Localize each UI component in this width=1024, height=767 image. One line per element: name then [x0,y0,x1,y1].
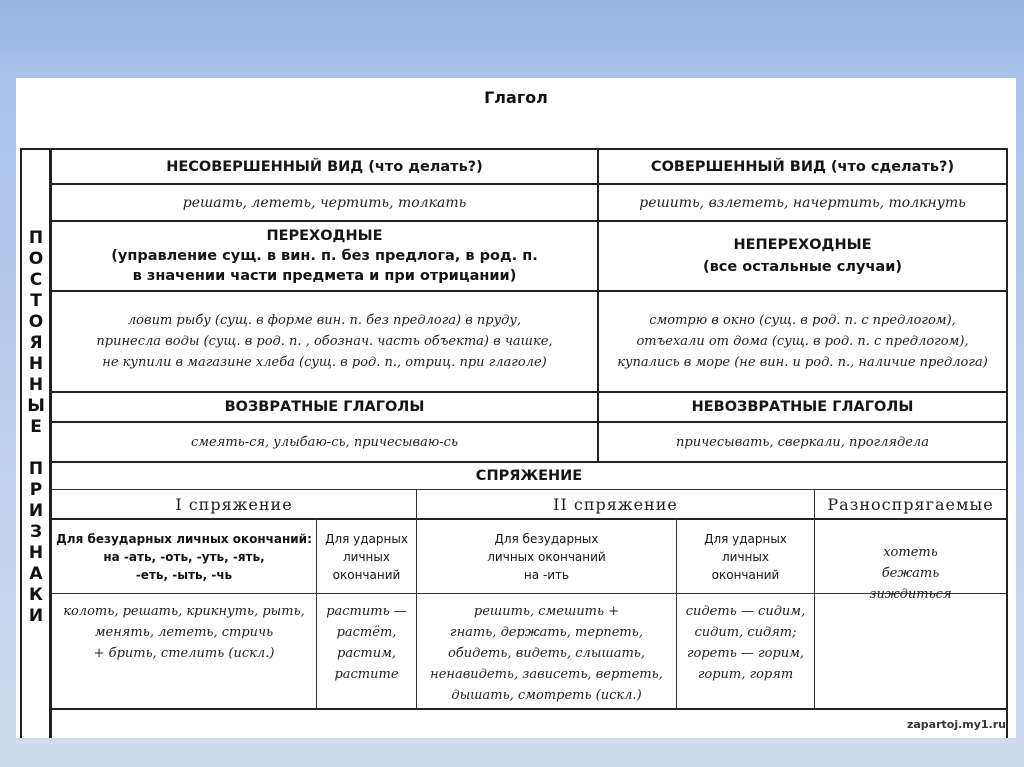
transitive-header-line: (управление сущ. в вин. п. без предлога, в род. п. [111,248,538,264]
side-letter: Р [29,480,43,500]
second-conjugation: II спряжение [553,494,678,514]
first-stressed-examples [317,595,416,708]
example-line: горит, горят [697,667,794,682]
mixed-example: зиждиться [869,587,952,602]
side-letter: Т [30,291,42,311]
rule-line: -еть, -ыть, -чь [135,567,233,582]
transitive-header-line: в значении части предмета и при отрицании) [132,268,517,284]
example-line: обидеть, видеть, слышать, [447,646,646,661]
reflexive-header: ВОЗВРАТНЫЕ ГЛАГОЛЫ [224,399,425,415]
intransitive-header-line: НЕПЕРЕХОДНЫЕ [733,237,872,253]
example-line: гореть — горим, [686,646,805,661]
rule-line: на -ить [523,567,570,582]
intransitive-header [599,222,1006,290]
example-line: растёт, [336,625,397,640]
rule-line: личных [722,549,769,564]
transitive-examples [52,292,597,391]
side-letter: К [29,585,43,605]
rule-line: окончаний [711,567,780,582]
example-line: дышать, смотреть (искл.) [451,688,642,703]
side-letter: Н [28,543,44,563]
side-letter: Н [28,375,44,395]
verb-table [50,148,1008,738]
intransitive-example: смотрю в окно (сущ. в род. п. с предлогом), [649,313,956,328]
mixed-example: бежать [881,566,940,581]
example-line: ненавидеть, зависеть, вертеть, [430,667,663,682]
second-unstressed-examples [417,595,676,708]
page-title: Глагол [484,88,548,107]
side-letter: И [28,501,44,521]
first-unstressed-examples [52,595,316,708]
side-letter: С [29,270,43,290]
side-letter: Н [28,354,44,374]
example-line: растить — [326,604,407,619]
nonreflexive-examples: причесывать, сверкали, проглядела [676,434,929,450]
transitive-header-line: ПЕРЕХОДНЫЕ [266,228,383,244]
example-line: + брить, стелить (искл.) [93,646,275,661]
side-letter: Е [30,417,42,437]
rule-line: личных [343,549,390,564]
side-letter: А [29,564,43,584]
imperfective-examples: решать, лететь, чертить, толкать [182,194,467,211]
side-letter: О [28,312,44,332]
example-line: гнать, держать, терпеть, [450,625,643,640]
side-label-text [22,228,50,627]
intransitive-example: купались в море (не вин. и род. п., наличие предлога) [617,355,988,370]
intransitive-example: отъехали от дома (сущ. в род. п. с предлогом), [636,334,969,349]
imperfective-header: НЕСОВЕРШЕННЫЙ ВИД (что делать?) [166,159,483,175]
first-stressed-rule [317,520,416,593]
rule-line: Для ударных [704,531,787,546]
intransitive-header-line: (все остальные случаи) [702,259,903,275]
side-letter: П [28,459,44,479]
mixed-conjugation: Разноспрягаемые [827,494,994,514]
side-letter: И [28,606,44,626]
side-letter: Ы [27,396,45,416]
side-letter: О [28,249,44,269]
first-conjugation: I спряжение [175,494,293,514]
side-letter [22,438,50,459]
second-stressed-rule [677,520,814,593]
rule-line: окончаний [332,567,401,582]
rule-line: Для безударных [494,531,599,546]
side-letter: Я [29,333,43,353]
example-line: решить, смешить + [473,604,620,619]
example-line: колоть, решать, крикнуть, рыть, [63,604,305,619]
transitive-example: ловит рыбу (сущ. в форме вин. п. без предлога) в пруду, [127,313,522,328]
first-unstressed-rule [52,520,316,593]
second-unstressed-rule [417,520,676,593]
perfective-header: СОВЕРШЕННЫЙ ВИД (что сделать?) [650,159,955,175]
mixed-examples [815,520,1006,620]
rule-line: на -ать, -оть, -уть, -ять, [103,549,265,564]
side-letter: З [29,522,43,542]
reflexive-examples: смеять-ся, улыбаю-сь, причесываю-сь [190,434,459,450]
rule-line: личных окончаний [487,549,606,564]
transitive-example: принесла воды (сущ. в род. п. , обознач. часть объекта) в чашке, [96,334,553,349]
mixed-example: хотеть [883,545,938,560]
example-line: растите [334,667,399,682]
conjugation-header: СПРЯЖЕНИЕ [475,468,583,484]
intransitive-examples [599,292,1006,391]
rule-line: Для ударных [325,531,408,546]
example-line: растим, [337,646,396,661]
perfective-examples: решить, взлететь, начертить, толкнуть [639,194,966,211]
side-letter: П [28,228,44,248]
second-stressed-examples [677,595,814,708]
transitive-example: не купили в магазине хлеба (сущ. в род. п., отриц. при глаголе) [102,355,547,370]
slide [16,78,1016,738]
rule-line: Для безударных личных окончаний: [56,531,312,546]
example-line: менять, лететь, стричь [94,625,274,640]
example-line: сидит, сидят; [694,625,797,640]
side-label [20,148,50,738]
transitive-header [52,222,597,290]
row-divider [52,708,1006,710]
watermark: zapartoj.my1.ru [906,718,1006,731]
nonreflexive-header: НЕВОЗВРАТНЫЕ ГЛАГОЛЫ [691,399,914,415]
example-line: сидеть — сидим, [685,604,806,619]
